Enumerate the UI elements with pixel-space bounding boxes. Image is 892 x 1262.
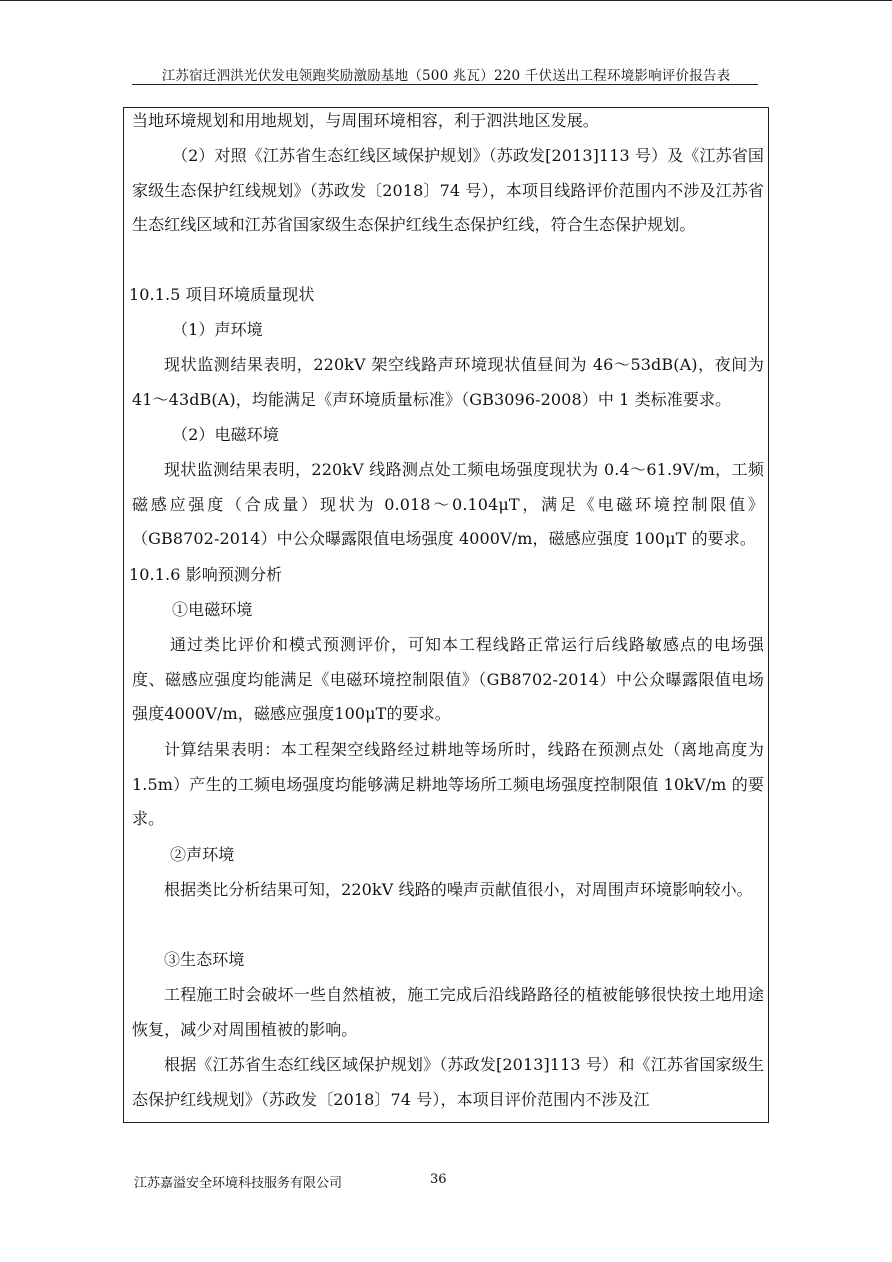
- paragraph-acoustic-status: 现状监测结果表明，220kV 架空线路声环境现状值昼间为 46～53dB(A)，夜间为 41～43dB(A)，均能满足《声环境质量标准》（GB3096-2008）中 1 类标准要求。: [132, 355, 764, 409]
- paragraph-ecological-plan: （2）对照《江苏省生态红线区域保护规划》（苏政发[2013]113 号）及《江苏省国家级生态保护红线规划》（苏政发〔2018〕74 号），本项目线路评价范围内不涉及江苏省生态红线区域和江苏省国家级生态保护红线生态保护红线，符合生态保护规划。: [132, 146, 764, 235]
- subheading-acoustic: （1）声环境: [172, 320, 263, 339]
- page-number: 36: [430, 1172, 447, 1187]
- subheading-ecology-impact: ③生态环境: [164, 950, 245, 969]
- subheading-electromagnetic: （2）电磁环境: [172, 425, 279, 444]
- paragraph-continuation: 当地环境规划和用地规划，与周围环境相容，利于泗洪地区发展。: [132, 111, 599, 130]
- paragraph-em-prediction: 通过类比评价和模式预测评价，可知本工程线路正常运行后线路敏感点的电场强度、磁感应强度均能满足《电磁环境控制限值》（GB8702-2014）中公众曝露限值电场强度4000V/m，磁感应强度100μT的要求。: [132, 635, 764, 724]
- section-heading-10-1-5: 10.1.5 项目环境质量现状: [129, 285, 315, 304]
- subheading-noise-impact: ②声环境: [170, 845, 235, 864]
- section-heading-10-1-6: 10.1.6 影响预测分析: [129, 565, 283, 584]
- document-header-title: 江苏宿迁泗洪光伏发电领跑奖励激励基地（500 兆瓦）220 千伏送出工程环境影响评价报告表: [161, 68, 731, 84]
- footer-company-name: 江苏嘉溢安全环境科技服务有限公司: [134, 1176, 343, 1191]
- header-rule: [132, 84, 758, 85]
- top-border-line: [0, 0, 892, 1]
- paragraph-vegetation: 工程施工时会破坏一些自然植被，施工完成后沿线路路径的植被能够很快按土地用途恢复，减少对周围植被的影响。: [132, 985, 764, 1039]
- paragraph-redline-conclusion: 根据《江苏省生态红线区域保护规划》（苏政发[2013]113 号）和《江苏省国家级生态保护红线规划》（苏政发〔2018〕74 号），本项目评价范围内不涉及江: [132, 1055, 764, 1109]
- paragraph-electromagnetic-status: 现状监测结果表明，220kV 线路测点处工频电场强度现状为 0.4～61.9V/m，工频磁感应强度（合成量）现状为 0.018～0.104μT，满足《电磁环境控制限值》（GB8702-2014）中公众曝露限值电场强度 4000V/m，磁感应强度 100μT 的要求。: [132, 460, 764, 549]
- paragraph-noise-analysis: 根据类比分析结果可知，220kV 线路的噪声贡献值很小，对周围声环境影响较小。: [164, 880, 753, 899]
- subheading-em-impact: ①电磁环境: [172, 600, 253, 619]
- paragraph-calculation-result: 计算结果表明：本工程架空线路经过耕地等场所时，线路在预测点处（离地高度为 1.5m）产生的工频电场强度均能够满足耕地等场所工频电场强度控制限值 10kV/m 的要求。: [132, 740, 764, 829]
